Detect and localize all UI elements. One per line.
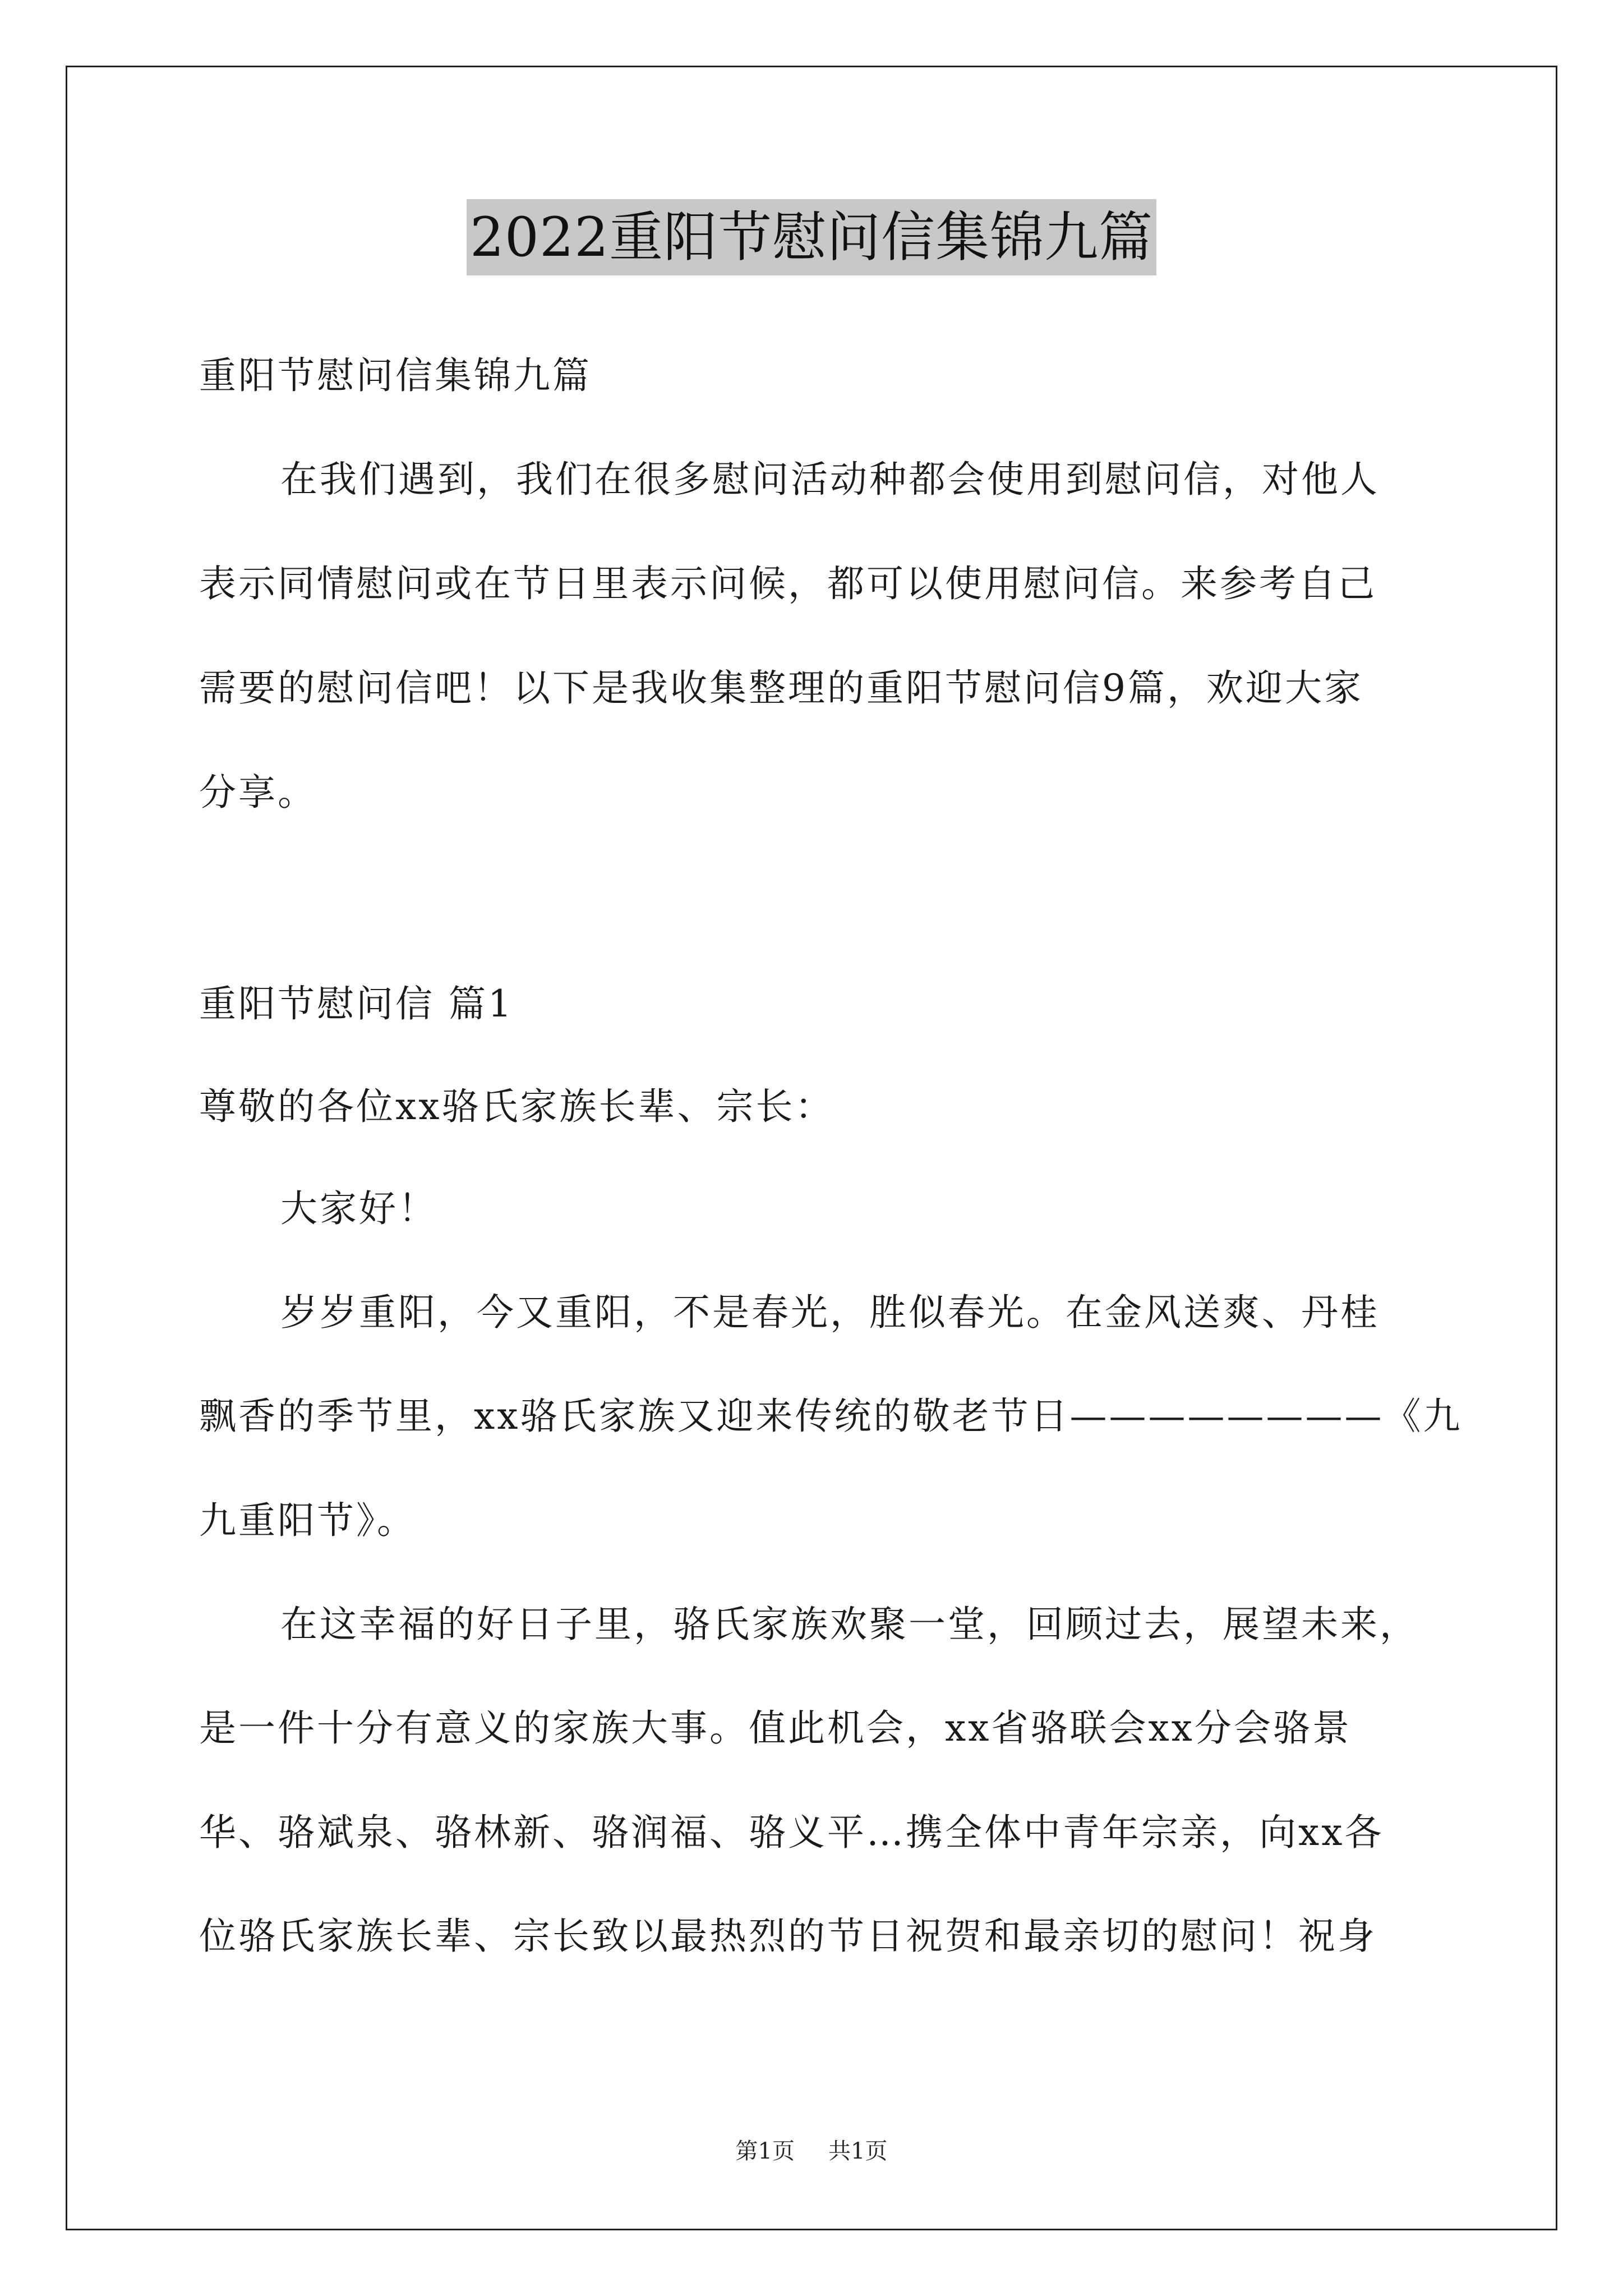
- para2-line-2: 是一件十分有意义的家族大事。值此机会，xx省骆联会xx分会骆景: [199, 1706, 1352, 1750]
- intro-line-3: 需要的慰问信吧！以下是我收集整理的重阳节慰问信9篇，欢迎大家: [199, 666, 1363, 710]
- para1-line-3: 九重阳节》。: [199, 1499, 416, 1542]
- para2-line-1: 在这幸福的好日子里，骆氏家族欢聚一堂，回顾过去，展望未来，: [280, 1603, 1419, 1646]
- document-title: 2022重阳节慰问信集锦九篇: [467, 199, 1156, 275]
- intro-line-2: 表示同情慰问或在节日里表示问候，都可以使用慰问信。来参考自己: [199, 562, 1377, 605]
- intro-line-4: 分享。: [199, 771, 317, 814]
- para1-line-2: 飘香的季节里，xx骆氏家族又迎来传统的敬老节日————————《九: [199, 1395, 1463, 1438]
- page-total: 共1页: [828, 2138, 888, 2164]
- title-container: [0, 199, 1623, 275]
- para2-line-3: 华、骆斌泉、骆林新、骆润福、骆义平…携全体中青年宗亲，向xx各: [199, 1811, 1384, 1854]
- page-number: 第1页: [735, 2138, 795, 2164]
- section-heading: 重阳节慰问信 篇1: [199, 982, 514, 1025]
- document-subtitle: 重阳节慰问信集锦九篇: [199, 354, 592, 397]
- para1-line-1: 岁岁重阳，今又重阳，不是春光，胜似春光。在金风送爽、丹桂: [280, 1291, 1380, 1334]
- page-footer: [0, 2136, 1623, 2167]
- para2-line-4: 位骆氏家族长辈、宗长致以最热烈的节日祝贺和最亲切的慰问！祝身: [199, 1915, 1377, 1958]
- salutation: 尊敬的各位xx骆氏家族长辈、宗长：: [199, 1085, 834, 1128]
- greeting: 大家好！: [280, 1187, 437, 1230]
- intro-line-1: 在我们遇到，我们在很多慰问活动种都会使用到慰问信，对他人: [280, 458, 1380, 501]
